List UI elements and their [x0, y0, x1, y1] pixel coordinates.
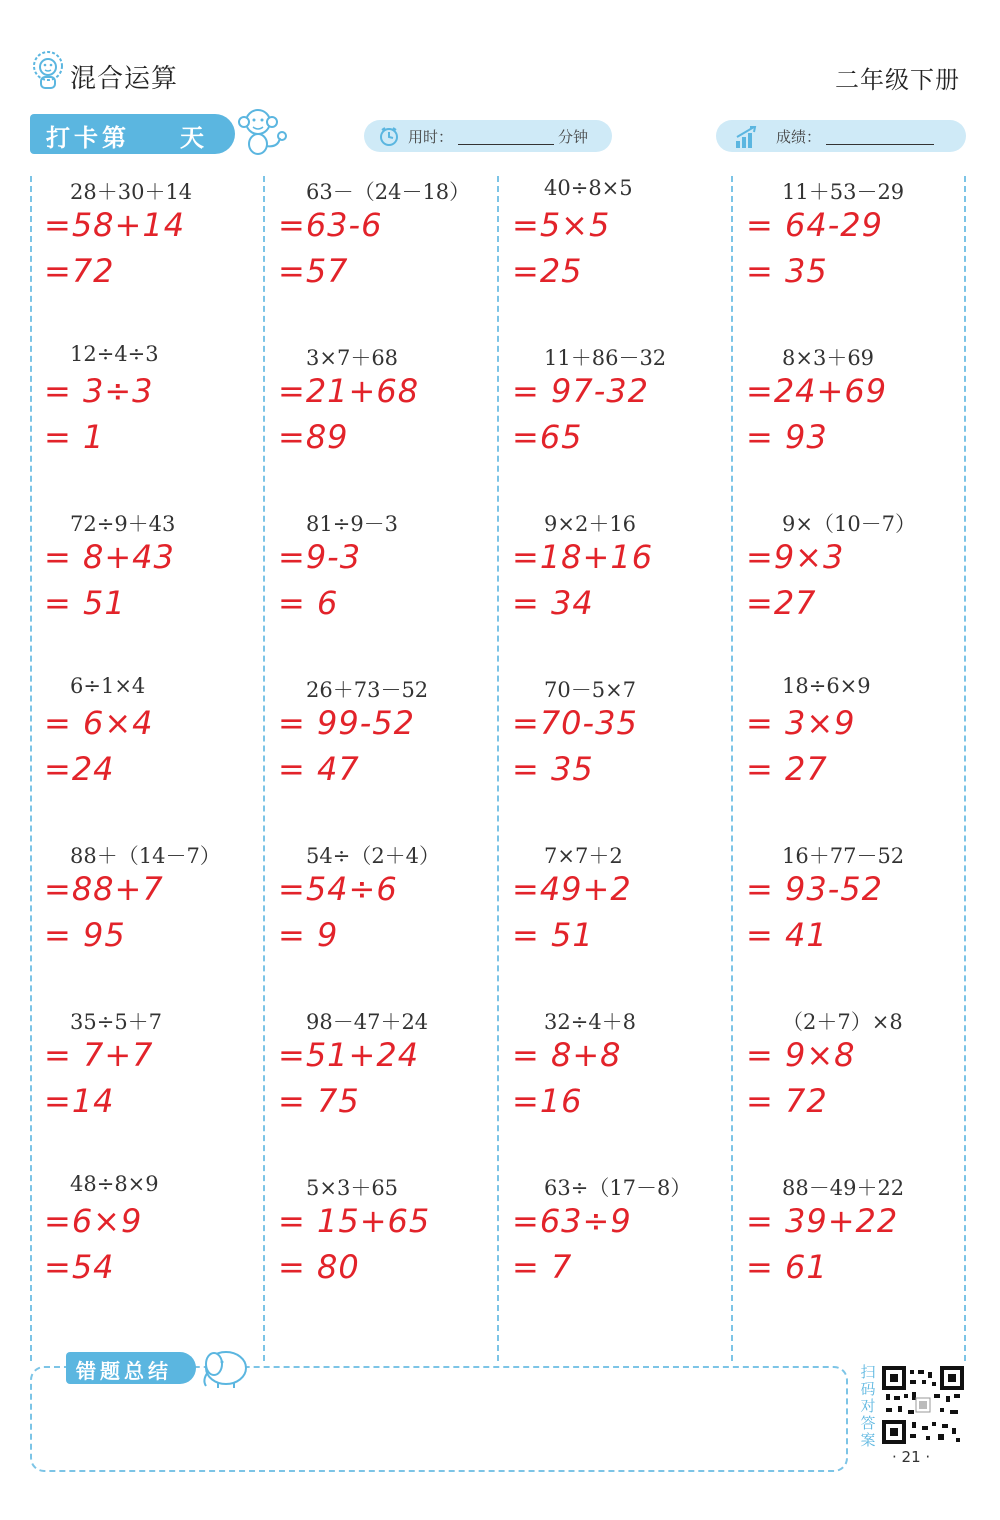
- handwritten-step: =51+24: [278, 1036, 420, 1074]
- monkey-mascot-icon: [232, 104, 290, 160]
- time-unit: 分钟: [558, 128, 589, 146]
- handwritten-step: = 3÷3: [44, 372, 154, 410]
- handwritten-step: = 1: [44, 418, 105, 456]
- handwritten-step: = 6×4: [44, 704, 154, 742]
- handwritten-step: =54÷6: [278, 870, 398, 908]
- handwritten-step: =49+2: [512, 870, 632, 908]
- handwritten-step: =58+14: [44, 206, 186, 244]
- day-label: 打卡第: [46, 124, 130, 152]
- handwritten-step: =65: [512, 418, 583, 456]
- handwritten-step: = 93: [746, 418, 828, 456]
- problem-expression: （2＋7）×8: [782, 1010, 903, 1034]
- problem-expression: 26＋73－52: [306, 678, 429, 702]
- handwritten-step: =72: [44, 252, 115, 290]
- problem-expression: 63÷（17－8）: [544, 1176, 692, 1200]
- problem-expression: 63－（24－18）: [306, 180, 471, 204]
- problem-expression: 72÷9＋43: [70, 512, 176, 536]
- handwritten-step: =24: [44, 750, 115, 788]
- handwritten-step: = 3×9: [746, 704, 856, 742]
- handwritten-step: = 7+7: [44, 1036, 154, 1074]
- page-number: · 21 ·: [892, 1448, 931, 1466]
- grid-line-3: [731, 176, 733, 1361]
- handwritten-step: = 97-32: [512, 372, 649, 410]
- handwritten-step: = 39+22: [746, 1202, 899, 1240]
- grid-line-right: [964, 176, 966, 1361]
- handwritten-step: = 80: [278, 1248, 360, 1286]
- problem-expression: 40÷8×5: [544, 176, 633, 200]
- score-field[interactable]: [716, 120, 966, 152]
- handwritten-step: =5×5: [512, 206, 611, 244]
- handwritten-step: = 35: [512, 750, 594, 788]
- problem-expression: 81÷9－3: [306, 512, 399, 536]
- score-blank: [826, 144, 934, 145]
- error-summary-tab: [66, 1352, 196, 1384]
- handwritten-step: =9×3: [746, 538, 845, 576]
- problem-expression: 48÷8×9: [70, 1172, 159, 1196]
- problem-expression: 88－49＋22: [782, 1176, 905, 1200]
- day-banner: [30, 114, 235, 154]
- qr-caption: 扫码对答案: [860, 1363, 876, 1449]
- handwritten-step: = 61: [746, 1248, 828, 1286]
- problem-expression: 8×3＋69: [782, 346, 875, 370]
- problem-expression: 6÷1×4: [70, 674, 146, 698]
- handwritten-step: = 41: [746, 916, 828, 954]
- error-summary-label: 错题总结: [76, 1359, 172, 1383]
- handwritten-step: =63÷9: [512, 1202, 632, 1240]
- handwritten-step: =9-3: [278, 538, 362, 576]
- time-field[interactable]: [364, 120, 612, 152]
- handwritten-step: =25: [512, 252, 583, 290]
- handwritten-step: =18+16: [512, 538, 654, 576]
- handwritten-step: = 6: [278, 584, 339, 622]
- problem-expression: 16＋77－52: [782, 844, 905, 868]
- problem-expression: 32÷4＋8: [544, 1010, 637, 1034]
- problem-expression: 9×（10－7）: [782, 512, 917, 536]
- page-title: 混合运算: [70, 64, 179, 94]
- grade-label: 二年级下册: [835, 66, 960, 94]
- problem-expression: 5×3＋65: [306, 1176, 399, 1200]
- grid-line-1: [263, 176, 265, 1361]
- handwritten-step: = 95: [44, 916, 126, 954]
- problem-expression: 7×7＋2: [544, 844, 623, 868]
- day-suffix: 天: [180, 124, 204, 152]
- time-label: 用时：: [408, 128, 454, 146]
- handwritten-step: =14: [44, 1082, 115, 1120]
- score-label: 成绩：: [776, 128, 822, 146]
- handwritten-step: =89: [278, 418, 349, 456]
- problem-expression: 9×2＋16: [544, 512, 637, 536]
- clock-icon: [378, 125, 400, 147]
- handwritten-step: =21+68: [278, 372, 420, 410]
- problem-expression: 18÷6×9: [782, 674, 871, 698]
- handwritten-step: =88+7: [44, 870, 164, 908]
- problem-expression: 28＋30＋14: [70, 180, 193, 204]
- handwritten-step: = 34: [512, 584, 594, 622]
- problem-expression: 3×7＋68: [306, 346, 399, 370]
- handwritten-step: = 35: [746, 252, 828, 290]
- handwritten-step: = 51: [512, 916, 594, 954]
- handwritten-step: = 9: [278, 916, 339, 954]
- handwritten-step: = 93-52: [746, 870, 883, 908]
- handwritten-step: =6×9: [44, 1202, 143, 1240]
- problem-expression: 11＋86－32: [544, 346, 667, 370]
- bar-chart-icon: [734, 125, 760, 149]
- elephant-mascot-icon: [196, 1344, 252, 1390]
- handwritten-step: = 15+65: [278, 1202, 431, 1240]
- handwritten-step: =63-6: [278, 206, 383, 244]
- handwritten-step: = 47: [278, 750, 360, 788]
- handwritten-step: = 64-29: [746, 206, 883, 244]
- handwritten-step: = 72: [746, 1082, 828, 1120]
- handwritten-step: = 8+8: [512, 1036, 622, 1074]
- handwritten-step: =57: [278, 252, 349, 290]
- handwritten-step: =16: [512, 1082, 583, 1120]
- problem-expression: 11＋53－29: [782, 180, 905, 204]
- handwritten-step: = 7: [512, 1248, 573, 1286]
- grid-line-2: [497, 176, 499, 1361]
- handwritten-step: = 8+43: [44, 538, 175, 576]
- handwritten-step: = 51: [44, 584, 126, 622]
- problem-expression: 54÷（2＋4）: [306, 844, 441, 868]
- handwritten-step: =27: [746, 584, 817, 622]
- problem-expression: 88＋（14－7）: [70, 844, 221, 868]
- problem-expression: 98－47＋24: [306, 1010, 429, 1034]
- problem-expression: 12÷4÷3: [70, 342, 159, 366]
- handwritten-step: =24+69: [746, 372, 888, 410]
- problem-expression: 35÷5＋7: [70, 1010, 163, 1034]
- handwritten-step: = 9×8: [746, 1036, 856, 1074]
- lion-mascot-icon: [30, 50, 66, 90]
- handwritten-step: = 75: [278, 1082, 360, 1120]
- handwritten-step: = 99-52: [278, 704, 415, 742]
- grid-line-left: [30, 176, 32, 1361]
- problem-expression: 70－5×7: [544, 678, 637, 702]
- handwritten-step: =70-35: [512, 704, 638, 742]
- time-blank: [458, 144, 554, 145]
- handwritten-step: =54: [44, 1248, 115, 1286]
- handwritten-step: = 27: [746, 750, 828, 788]
- qr-code-icon[interactable]: [882, 1366, 964, 1444]
